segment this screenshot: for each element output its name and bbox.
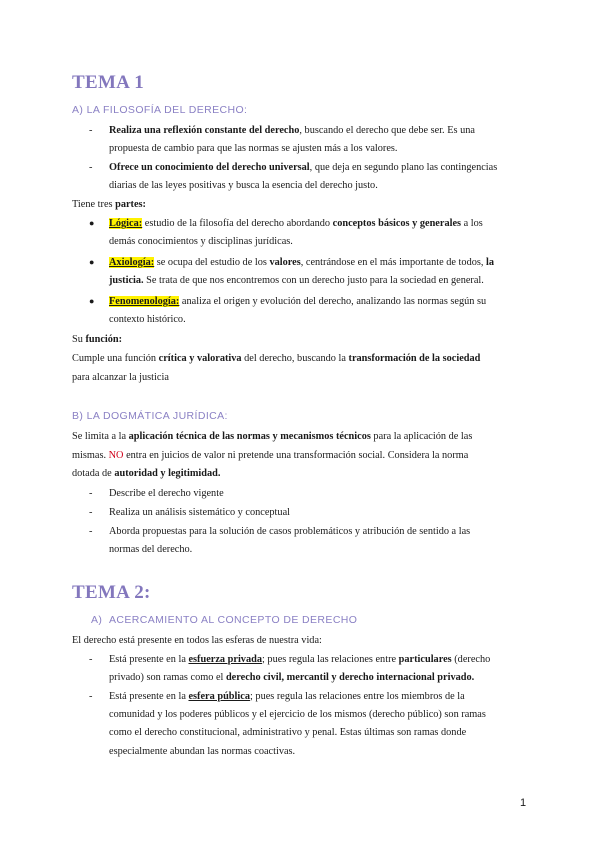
part-logica: Lógica: estudio de la filosofía del derecho abordando conceptos básicos y generales a los xyxy=(109,218,483,229)
part-axiologia: Axiología: se ocupa del estudio de los valores, centrándose en el más importante de todos, la xyxy=(109,257,495,268)
function-text: Cumple una función crítica y valorativa del derecho, buscando la transformación de la sociedad xyxy=(72,353,481,364)
dash-item-2: Ofrece un conocimiento del derecho universal, que deja en segundo plano las contingencias xyxy=(109,162,498,173)
tema2-item-2: Está presente en la esfera pública; pues regula las relaciones entre los miembros de la xyxy=(109,691,465,702)
tema2-item-2-l3: como el derecho constitucional, administrativo y penal. Estas últimas son ramas donde xyxy=(109,727,467,738)
function-label: Su función: xyxy=(72,334,123,345)
part-axiologia-cont: justicia. Se trata de que nos encontremos con un derecho justo para la sociedad en general. xyxy=(109,275,484,286)
dash-marker: - xyxy=(89,125,93,136)
tema2-section-a-letter: A) xyxy=(91,614,103,626)
bullet-icon: ● xyxy=(89,257,95,267)
section-a-heading: A) LA FILOSOFÍA DEL DERECHO: xyxy=(72,104,248,116)
dogmatica-item-3: Aborda propuestas para la solución de casos problemáticos y atribución de sentido a las xyxy=(109,526,471,537)
parts-intro: Tiene tres partes: xyxy=(72,199,146,210)
tema2-item-2-l4: especialmente abundan las normas coactivas. xyxy=(109,746,296,757)
part-logica-cont: demás conocimientos y disciplinas jurídicas. xyxy=(109,236,293,247)
dash-item-1: Realiza una reflexión constante del derecho, buscando el derecho que debe ser. Es una xyxy=(109,125,475,136)
dogmatica-item-3-cont: normas del derecho. xyxy=(109,544,193,555)
dash-marker: - xyxy=(89,488,93,499)
dash-item-1-cont: propuesta de cambio para que las normas se ajusten más a los valores. xyxy=(109,143,398,154)
dash-marker: - xyxy=(89,162,93,173)
tema2-item-2-l2: comunidad y los poderes públicos y el ejercicio de los mismos (derecho público) son ramas xyxy=(109,709,486,720)
function-text-cont: para alcanzar la justicia xyxy=(72,372,169,383)
dogmatica-paragraph-l3: dotada de autoridad y legitimidad. xyxy=(72,468,221,479)
dash-marker: - xyxy=(89,691,93,702)
bullet-icon: ● xyxy=(89,296,95,306)
dash-marker: - xyxy=(89,507,93,518)
part-fenomenologia-cont: contexto histórico. xyxy=(109,314,186,325)
section-b-heading: B) LA DOGMÁTICA JURÍDICA: xyxy=(72,410,228,422)
bullet-icon: ● xyxy=(89,218,95,228)
dogmatica-paragraph-l2: mismas. NO entra en juicios de valor ni pretende una transformación social. Considera la norma xyxy=(72,450,469,461)
page-number: 1 xyxy=(520,797,527,809)
tema2-item-1: Está presente en la esfuerza privada; pues regula las relaciones entre particulares (derecho xyxy=(109,654,491,665)
tema1-title: TEMA 1 xyxy=(72,72,145,93)
tema2-intro: El derecho está presente en todos las esferas de nuestra vida: xyxy=(72,635,322,646)
tema2-item-1-cont: privado) son ramas como el derecho civil, mercantil y derecho internacional privado. xyxy=(109,672,475,683)
tema2-section-a-heading: ACERCAMIENTO AL CONCEPTO DE DERECHO xyxy=(109,614,358,626)
dash-marker: - xyxy=(89,654,93,665)
tema2-title: TEMA 2: xyxy=(72,582,151,603)
dogmatica-item-2: Realiza un análisis sistemático y conceptual xyxy=(109,507,290,518)
dogmatica-paragraph-l1: Se limita a la aplicación técnica de las normas y mecanismos técnicos para la aplicación de las xyxy=(72,431,473,442)
part-fenomenologia: Fenomenología: analiza el origen y evolución del derecho, analizando las normas según su xyxy=(109,296,487,307)
dash-item-2-cont: diarias de las leyes positivas y busca la esencia del derecho justo. xyxy=(109,180,378,191)
dash-marker: - xyxy=(89,526,93,537)
dogmatica-item-1: Describe el derecho vigente xyxy=(109,488,224,499)
